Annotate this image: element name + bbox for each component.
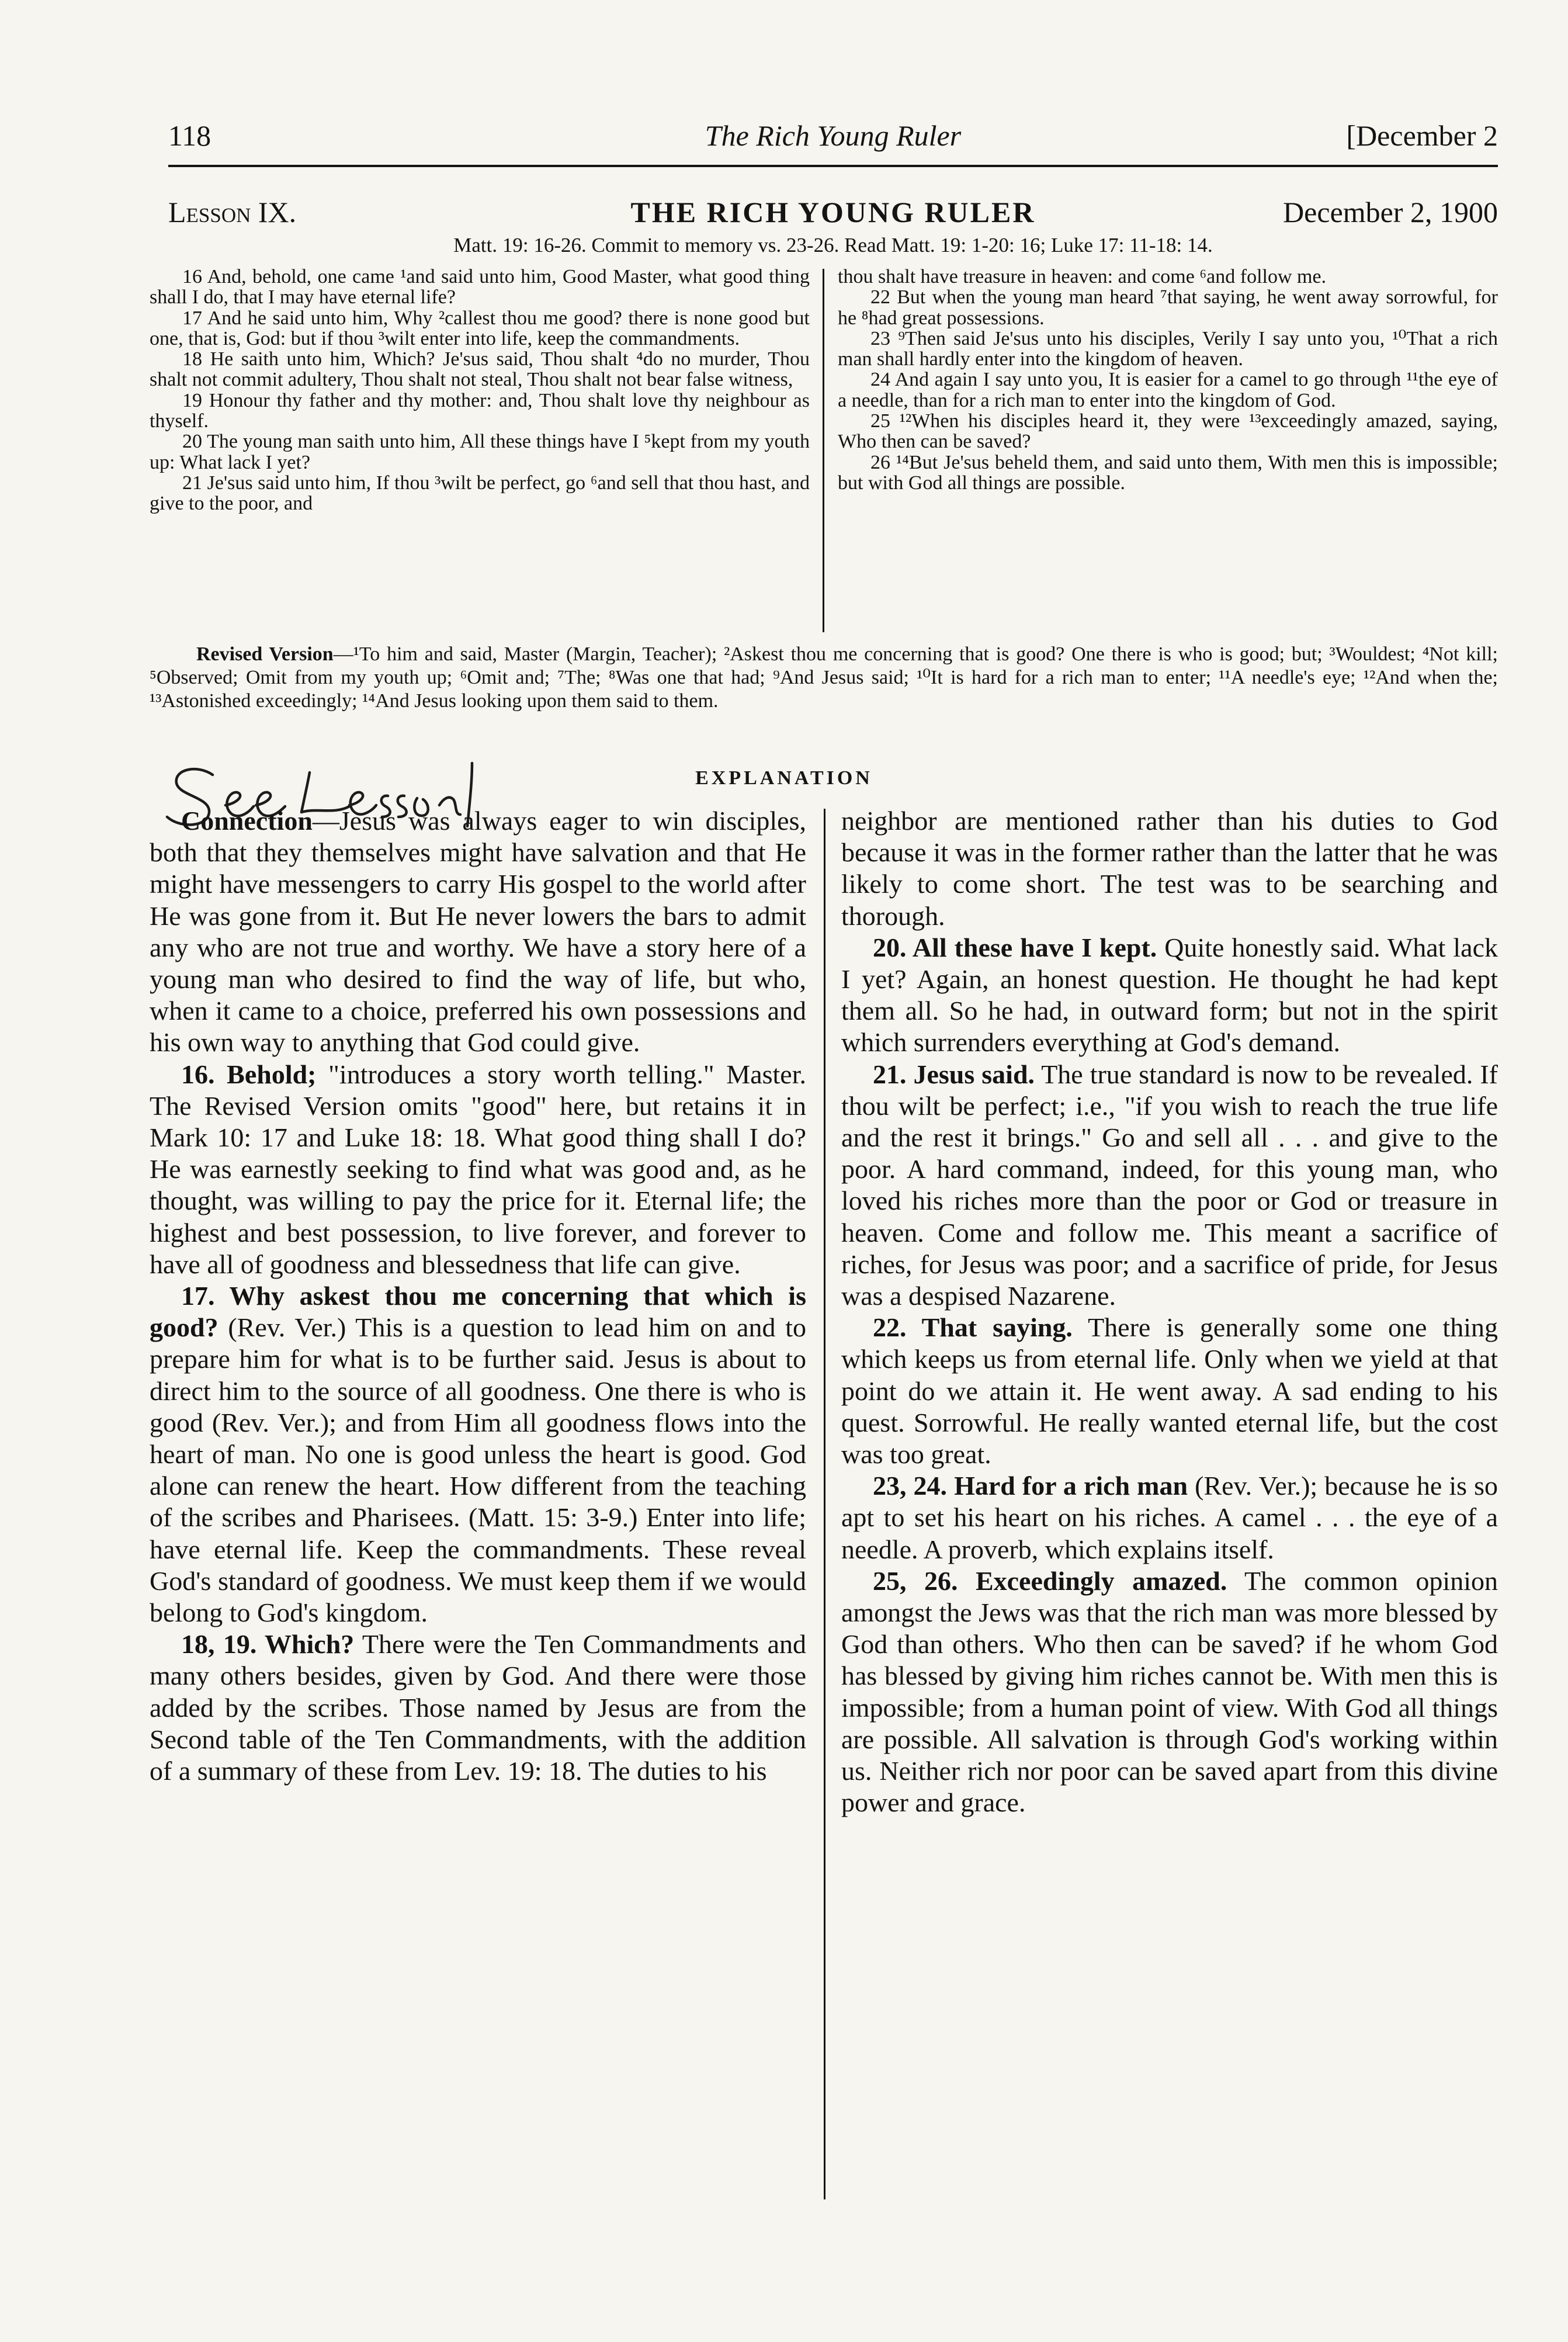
scripture-verse: thou shalt have treasure in heaven: and come ⁶and follow me. (838, 266, 1327, 287)
paragraph-text: (Rev. Ver.) This is a question to lead him on and to prepare him for what is to be further said. Jesus is about to direct him to the source of all goodness. One there is who is good (Rev. Ver.); and from Him all goodness flows into the heart of man. No one is good unless the heart is good. God alone can renew the heart. How different from the teaching of the scribes and Pharisees. (Matt. 15: 3-9.) Enter into life; have eternal life. Keep the commandments. These reveal God's standard of goodness. We must keep them if we would belong to God's kingdom. (150, 1312, 806, 1628)
paragraph-text: —Jesus was always eager to win disciples, both that they themselves might have salvation and that He might have messengers to carry His gospel to the world after He was gone from it. But He never lowers the bars to admit any who are not true and worthy. We have a story here of a young man who desired to find the way of life, but who, when it came to a choice, preferred his own possessions and his own way to anything that God could give. (150, 806, 806, 1058)
lesson-references: Matt. 19: 16-26. Commit to memory vs. 23-26. Read Matt. 19: 1-20: 16; Luke 17: 11-18: 14. (453, 234, 1213, 257)
paragraph-lead: 23, 24. Hard for a rich man (873, 1471, 1188, 1501)
scripture-verse: 19 Honour thy father and thy mother: and, Thou shalt love thy neighbour as thyself. (150, 389, 810, 432)
paragraph-lead: Connection (181, 806, 313, 836)
explanation-left-column (150, 805, 806, 1787)
scripture-left-column (150, 266, 810, 514)
lesson-date: December 2, 1900 (1283, 196, 1498, 228)
paragraph-text: There is generally some one thing which keeps us from eternal life. Only when we yield at that point do we attain it. He went away. A sad ending to his quest. Sorrowful. He really wanted eternal life, but the cost was too great. (841, 1312, 1498, 1470)
explanation-paragraph (841, 805, 1498, 932)
revised-version-label: Revised Version (196, 643, 334, 665)
scripture-passage (150, 266, 1498, 639)
paragraph-text: (Rev. Ver.); because he is so apt to set his heart on his riches. A camel . . . the eye of a needle. A proverb, which explains itself. (841, 1471, 1498, 1564)
scripture-verse: 18 He saith unto him, Which? Je'sus said, Thou shalt ⁴do no murder, Thou shalt not commit adultery, Thou shalt not steal, Thou shalt not bear false witness, (150, 348, 810, 391)
explanation-paragraph (841, 1312, 1498, 1470)
paragraph-text: The true standard is now to be revealed. If thou wilt be perfect; i.e., "if you wish to reach the true life and the rest it brings." Go and sell all . . . and give to the poor. A hard command, indeed, for this young man, who loved his riches more than the poor or God or treasure in heaven. Come and follow me. This meant a sacrifice of riches, for Jesus was poor; and a sacrifice of pride, for Jesus was a despised Nazarene. (841, 1059, 1498, 1311)
paragraph-lead: 16. Behold; (181, 1059, 317, 1089)
paragraph-lead: 18, 19. Which? (181, 1629, 355, 1660)
revised-version-text: —¹To him and said, Master (Margin, Teacher); ²Askest thou me concerning that is good? One there is who is good; but; ³Wouldest; ⁴Not kill; ⁵Observed; Omit from my youth up; ⁶Omit and; ⁷The; ⁸Was one that had; ⁹And Jesus said; ¹⁰It is hard for a rich man to enter; ¹¹A needle's eye; ¹²And when the; ¹³Astonished exceedingly; ¹⁴And Jesus looking upon them said to them. (150, 643, 1498, 712)
scripture-verse: 24 And again I say unto you, It is easier for a camel to go through ¹¹the eye of a needle, than for a rich man to enter into the kingdom of God. (838, 369, 1498, 411)
revised-version-notes (150, 643, 1498, 742)
paragraph-lead: 17. Why askest thou me concerning that which is good? (150, 1281, 806, 1343)
scripture-verse: 26 ¹⁴But Je'sus beheld them, and said unto them, With men this is impossible; but with God all things are possible. (838, 451, 1498, 494)
scripture-right-column (838, 266, 1498, 493)
explanation-paragraph (841, 932, 1498, 1059)
scripture-verse: 25 ¹²When his disciples heard it, they were ¹³exceedingly amazed, saying, Who then can be saved? (838, 410, 1498, 453)
explanation-paragraph (841, 1059, 1498, 1312)
running-head (168, 117, 1498, 154)
scripture-verse: 20 The young man saith unto him, All these things have I ⁵kept from my youth up: What lack I yet? (150, 431, 810, 473)
scripture-verse: 21 Je'sus said unto him, If thou ³wilt be perfect, go ⁶and sell that thou hast, and give to the poor, and (150, 472, 810, 515)
paragraph-lead: 20. All these have I kept. (873, 932, 1157, 962)
paragraph-text: There were the Ten Commandments and many others besides, given by God. And there were those added by the scribes. Those named by Jesus are from the Second table of the Ten Commandments, with the addition of a summary of these from Lev. 19: 18. The duties to his (150, 1629, 806, 1786)
paragraph-lead: 21. Jesus said. (873, 1059, 1035, 1089)
lesson-title: THE RICH YOUNG RULER (630, 196, 1036, 228)
paragraph-text: The common opinion amongst the Jews was that the rich man was more blessed by God than others. Who then can be saved? if he whom God has blessed by giving him riches cannot be. With men this is impossible; from a human point of view. With God all things are possible. All salvation is through God's working within us. Neither rich nor poor can be saved apart from this divine power and grace. (841, 1565, 1498, 1818)
explanation-paragraph (150, 1629, 806, 1787)
scripture-column-divider (823, 269, 824, 632)
explanation-paragraph (841, 1470, 1498, 1565)
explanation-heading: EXPLANATION (695, 767, 873, 789)
page-number: 118 (168, 119, 211, 152)
explanation-paragraph (150, 1280, 806, 1629)
explanation-body (150, 805, 1498, 2208)
lesson-number: Lesson IX. (168, 196, 297, 228)
header-rule (168, 165, 1498, 167)
scripture-verse: 17 And he said unto him, Why ²callest thou me good? there is none good but one, that is, God: but if thou ³wilt enter into life, keep the commandments. (150, 307, 810, 349)
paragraph-text: "introduces a story worth telling." Master. The Revised Version omits "good" here, but retains it in Mark 10: 17 and Luke 18: 18. What good thing shall I do? He was earnestly seeking to find what was good and, as he thought, was willing to pay the price for it. Eternal life; the highest and best possession, to live forever, and forever to have all of goodness and blessedness that life can give. (150, 1059, 806, 1279)
explanation-column-divider (824, 809, 825, 2199)
scripture-verse: 16 And, behold, one came ¹and said unto him, Good Master, what good thing shall I do, that I may have eternal life? (150, 266, 810, 309)
explanation-paragraph (841, 1565, 1498, 1819)
running-date: [December 2 (1346, 119, 1498, 152)
paragraph-text: neighbor are mentioned rather than his duties to God because it was in the former rather than the latter that he was likely to come short. The test was to be searching and thorough. (841, 806, 1498, 931)
scripture-verse: 22 But when the young man heard ⁷that saying, he went away sorrowful, for he ⁸had great possessions. (838, 286, 1498, 329)
explanation-paragraph (150, 1059, 806, 1280)
explanation-paragraph (150, 805, 806, 1059)
paragraph-lead: 22. That saying. (873, 1312, 1073, 1343)
explanation-right-column (841, 805, 1498, 1819)
scripture-verse: 23 ⁹Then said Je'sus unto his disciples, Verily I say unto you, ¹⁰That a rich man shall hardly enter into the kingdom of heaven. (838, 327, 1498, 370)
lesson-header (168, 193, 1498, 231)
paragraph-text: Quite honestly said. What lack I yet? Again, an honest question. He thought he had kept them all. So he had, in outward form; but not in the spirit which surrenders everything at God's demand. (841, 932, 1498, 1058)
running-title: The Rich Young Ruler (705, 119, 962, 152)
paragraph-lead: 25, 26. Exceedingly amazed. (873, 1565, 1227, 1596)
